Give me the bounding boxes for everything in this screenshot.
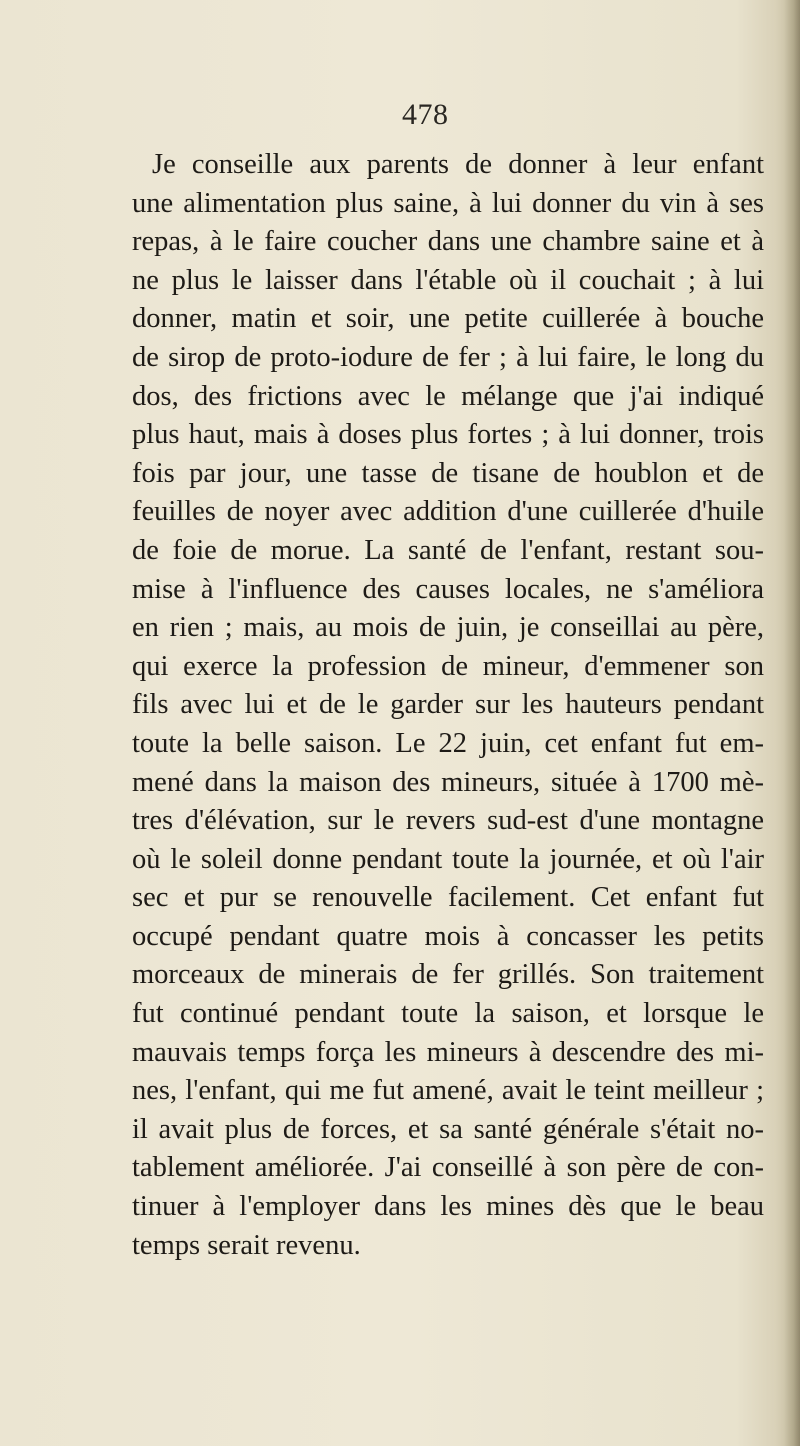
text-line: tinuer à l'employer dans les mines dès que le beau (132, 1191, 764, 1223)
text-line: mené dans la maison des mineurs, située à 1700 mè- (132, 766, 764, 798)
text-line: donner, matin et soir, une petite cuillerée à bouche (132, 303, 764, 335)
text-line: fils avec lui et de le garder sur les hauteurs pendant (132, 689, 764, 721)
text-line: où le soleil donne pendant toute la journée, et où l'air (132, 843, 764, 875)
text-line: en rien ; mais, au mois de juin, je conseillai au père, (132, 612, 764, 644)
text-line: ne plus le laisser dans l'étable où il couchait ; à lui (132, 264, 764, 296)
text-line: tablement améliorée. J'ai conseillé à son père de con- (132, 1152, 764, 1184)
text-line: sec et pur se renouvelle facilement. Cet enfant fut (132, 882, 764, 914)
text-line: morceaux de minerais de fer grillés. Son traitement (132, 959, 764, 991)
text-line: Je conseille aux parents de donner à leur enfant (152, 149, 764, 180)
text-line: plus haut, mais à doses plus fortes ; à lui donner, trois (132, 419, 764, 451)
text-line: temps serait revenu. (132, 1229, 361, 1261)
text-line: repas, à le faire coucher dans une chambre saine et à (132, 226, 764, 258)
text-line: toute la belle saison. Le 22 juin, cet enfant fut em- (132, 727, 764, 759)
page-number: 478 (402, 98, 449, 131)
text-line: de foie de morue. La santé de l'enfant, restant sou- (132, 534, 764, 566)
page-edge-shadow (784, 0, 800, 1446)
text-line: une alimentation plus saine, à lui donner du vin à ses (132, 187, 764, 219)
text-line: mauvais temps força les mineurs à descendre des mi- (132, 1036, 764, 1068)
text-line: nes, l'enfant, qui me fut amené, avait le teint meilleur ; (132, 1075, 764, 1107)
body-paragraph (132, 146, 764, 1265)
text-line: fut continué pendant toute la saison, et lorsque le (132, 998, 764, 1030)
text-line: mise à l'influence des causes locales, ne s'améliora (132, 573, 764, 605)
text-line: qui exerce la profession de mineur, d'emmener son (132, 650, 764, 682)
text-line: dos, des frictions avec le mélange que j'ai indiqué (132, 380, 764, 412)
text-line: fois par jour, une tasse de tisane de houblon et de (132, 457, 764, 489)
text-line: il avait plus de forces, et sa santé générale s'était no- (132, 1113, 764, 1145)
text-line: de sirop de proto-iodure de fer ; à lui faire, le long du (132, 341, 764, 373)
text-line: occupé pendant quatre mois à concasser les petits (132, 920, 764, 952)
text-line: tres d'élévation, sur le revers sud-est d'une montagne (132, 805, 764, 837)
text-line: feuilles de noyer avec addition d'une cuillerée d'huile (132, 496, 764, 528)
